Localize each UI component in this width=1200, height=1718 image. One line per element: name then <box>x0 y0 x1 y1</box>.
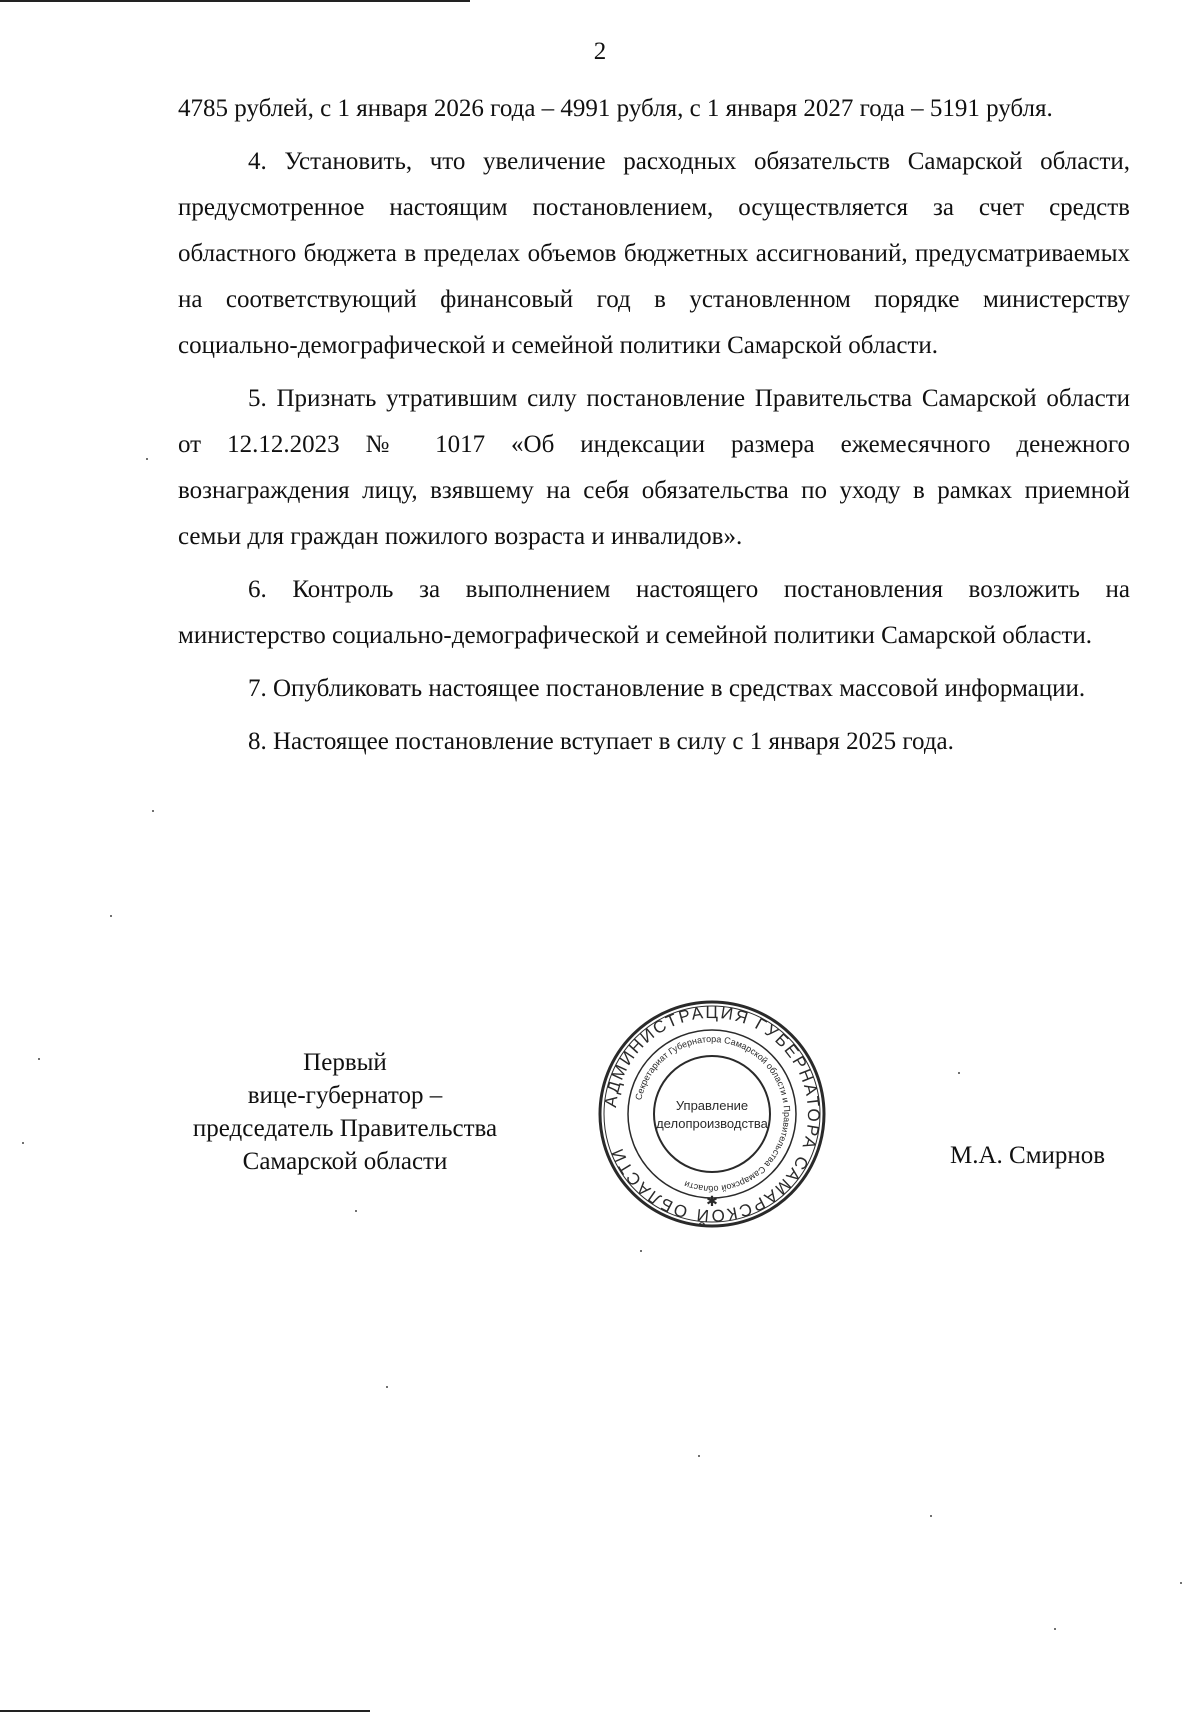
scan-speck <box>958 1072 960 1074</box>
scan-speck <box>38 1058 40 1060</box>
paragraph-item-5: 5. Признать утратившим силу постановление Правительства Самарской области от 12.12.2023 № 1017 «Об индексации размера ежемесячного денежного вознаграждения лицу, взявшему на себя обязательства по уходу в рамках приемной семьи для граждан пожилого возраста и инвалидов». <box>178 385 1130 550</box>
signatory-title-line: Самарской области <box>242 1148 448 1175</box>
paragraph-item-4: 4. Установить, что увеличение расходных обязательств Самарской области, предусмотренное настоящим постановлением, осуществляется за счет средств областного бюджета в пределах объемов бюджетных ассигнований, предусматриваемых на соответствующий финансовый год в установленном порядке министерству социально-демографической и семейной политики Самарской области. <box>178 148 1130 359</box>
seal-inner-text: Секретариат Губернатора Самарской области и Правительства Самарской области <box>633 1033 793 1195</box>
page-number: 2 <box>593 38 607 65</box>
seal-center-line: Управление <box>675 1098 749 1113</box>
paragraph-item-6: 6. Контроль за выполнением настоящего постановления возложить на министерство социально-демографической и семейной политики Самарской области. <box>178 576 1130 649</box>
seal-center-line: делопроизводства <box>656 1116 768 1131</box>
signatory-title-line: председатель Правительства <box>192 1115 498 1142</box>
document-body <box>178 86 1130 772</box>
scan-speck <box>1180 1582 1182 1584</box>
scan-speck <box>146 458 148 460</box>
signatory-title-line: вице-губернатор – <box>247 1082 443 1109</box>
signatory-name: М.А. Смирнов <box>950 1142 1106 1169</box>
signatory-title-line: Первый <box>303 1049 387 1076</box>
seal-outer-text: АДМИНИСТРАЦИЯ ГУБЕРНАТОРА САМАРСКОЙ ОБЛАСТИ <box>601 1002 824 1226</box>
scan-speck <box>152 810 154 812</box>
official-seal-stamp <box>596 998 828 1230</box>
top-edge-line <box>0 0 470 2</box>
paragraph-item-8: 8. Настоящее постановление вступает в силу с 1 января 2025 года. <box>248 728 954 755</box>
scan-speck <box>386 1386 388 1388</box>
scan-speck <box>22 1142 24 1144</box>
scan-speck <box>698 1455 700 1457</box>
seal-star-icon: ✱ <box>706 1193 718 1209</box>
bottom-edge-line <box>0 1710 370 1712</box>
seal-inner-border <box>654 1056 770 1172</box>
scan-speck <box>640 1250 642 1252</box>
paragraph-continuation: 4785 рублей, с 1 января 2026 года – 4991 рубля, с 1 января 2027 года – 5191 рубля. <box>178 95 1053 122</box>
paragraph-item-7: 7. Опубликовать настоящее постановление в средствах массовой информации. <box>248 675 1086 702</box>
scan-speck <box>355 1210 357 1212</box>
scan-speck <box>930 1515 932 1517</box>
signatory-title <box>170 1046 520 1178</box>
scan-speck <box>1054 1628 1056 1630</box>
scan-speck <box>110 915 112 917</box>
